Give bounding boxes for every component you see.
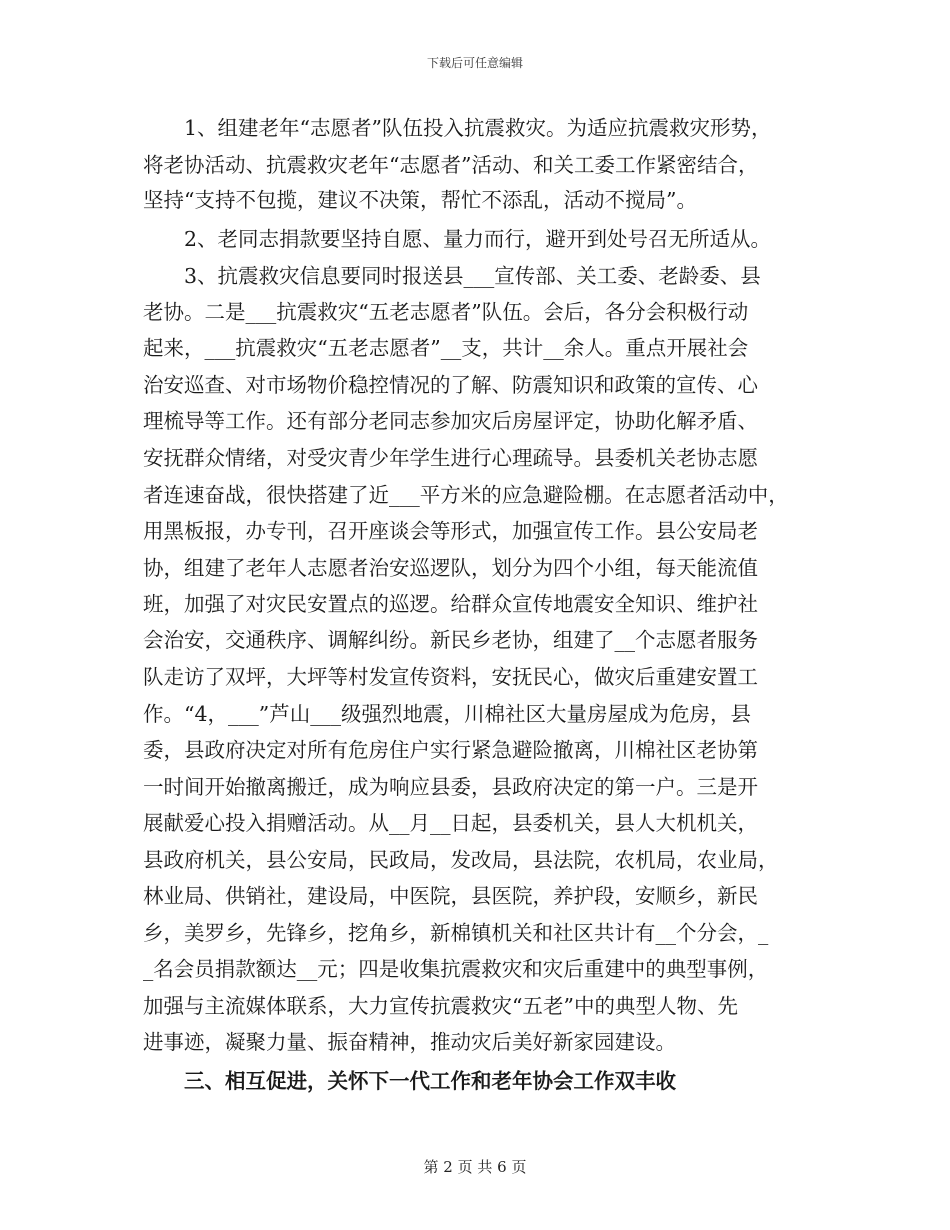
- paragraph-line: 1、组建老年“志愿者”队伍投入抗震救灾。为适应抗震救灾形势，: [184, 116, 772, 140]
- paragraph-line: 老协。二是___抗震救灾“五老志愿者”队伍。会后，各分会积极行动: [143, 300, 749, 324]
- page-footer: 第 2 页 共 6 页: [423, 1158, 527, 1176]
- paragraph-line: 县政府机关，县公安局，民政局，发改局，县法院，农机局，农业局，: [143, 848, 779, 872]
- paragraph-line: 协，组建了老年人志愿者治安巡逻队，划分为四个小组，每天能流值: [143, 556, 758, 580]
- paragraph-line: 一时间开始撤离搬迁，成为响应县委，县政府决定的第一户。三是开: [143, 775, 758, 799]
- paragraph-line: 会治安，交通秩序、调解纠纷。新民乡老协，组建了__个志愿者服务: [143, 628, 758, 652]
- page-header: 下载后可任意编辑: [426, 56, 523, 70]
- paragraph-line: 坚持“支持不包揽，建议不决策，帮忙不添乱，活动不搅局”。: [143, 188, 697, 212]
- paragraph-line: 队走访了双坪，大坪等村发宣传资料，安抚民心，做灾后重建安置工: [143, 665, 758, 689]
- section-heading: 三、相互促进，关怀下一代工作和老年协会工作双丰收: [184, 1069, 676, 1093]
- paragraph-line: 林业局、供销社，建设局，中医院，县医院，养护段，安顺乡，新民: [143, 884, 758, 908]
- paragraph-line: 作。“4，___”芦山___级强烈地震，川棉社区大量房屋成为危房，县: [143, 702, 752, 726]
- paragraph-line: 展献爱心投入捐赠活动。从__月__日起，县委机关，县人大机机关，: [143, 811, 758, 835]
- paragraph-line: 进事迹，凝聚力量、振奋精神，推动灾后美好新家园建设。: [143, 1030, 676, 1054]
- paragraph-line: 加强与主流媒体联系，大力宣传抗震救灾“五老”中的典型人物、先: [143, 994, 738, 1018]
- paragraph-line: 理梳导等工作。还有部分老同志参加灾后房屋评定，协助化解矛盾、: [143, 409, 758, 433]
- paragraph-line: 将老协活动、抗震救灾老年“志愿者”活动、和关工委工作紧密结合，: [143, 153, 759, 177]
- paragraph-line: 安抚群众情绪，对受灾青少年学生进行心理疏导。县委机关老协志愿: [143, 446, 758, 470]
- paragraph-line: 委，县政府决定对所有危房住户实行紧急避险撤离，川棉社区老协第: [143, 738, 758, 762]
- paragraph-line: 者连速奋战，很快搭建了近___平方米的应急避险棚。在志愿者活动中，: [143, 483, 789, 507]
- paragraph-line: 用黑板报，办专刊，召开座谈会等形式，加强宣传工作。县公安局老: [143, 519, 758, 543]
- paragraph-line: 治安巡查、对市场物价稳控情况的了解、防震知识和政策的宣传、心: [143, 373, 758, 397]
- paragraph-line: _名会员捐款额达__元；四是收集抗震救灾和灾后重建中的典型事例，: [143, 957, 769, 981]
- paragraph-line: 乡，美罗乡，先锋乡，挖角乡，新棉镇机关和社区共计有__个分会，_: [143, 921, 769, 945]
- paragraph-line: 班，加强了对灾民安置点的巡逻。给群众宣传地震安全知识、维护社: [143, 592, 758, 616]
- paragraph-line: 2、老同志捐款要坚持自愿、量力而行，避开到处号召无所适从。: [184, 227, 772, 251]
- paragraph-line: 起来，___抗震救灾“五老志愿者”__支，共计__余人。重点开展社会: [143, 336, 749, 360]
- paragraph-line: 3、抗震救灾信息要同时报送县___宣传部、关工委、老龄委、县: [184, 264, 761, 288]
